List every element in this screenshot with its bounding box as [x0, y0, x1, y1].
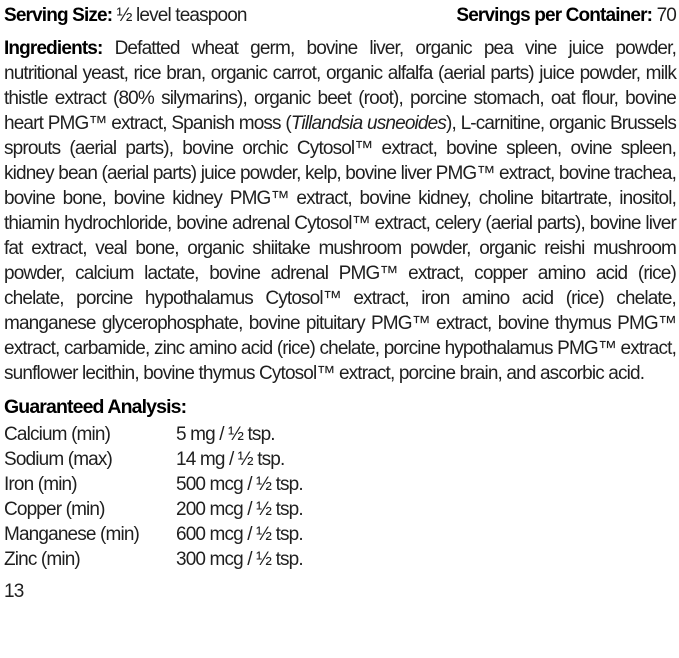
nutrient-amount: 5 mg / ½ tsp. — [176, 424, 275, 445]
serving-size-label: Serving Size: — [4, 5, 113, 26]
nutrient-amount: 600 mcg / ½ tsp. — [176, 524, 303, 545]
ingredients-text-1: Defatted wheat germ, bovine liver, organic pea vine juice powder, nutritional yeast, rice bran, organic carrot, organic alfalfa (aerial parts) juice powder, milk thistle extract (80% silymarins), organic beet (root), porcine stomach, oat flour, bovine heart PMG™ extract, Spanish moss ( — [4, 38, 676, 134]
servings-per-container — [456, 3, 676, 28]
page-number: 13 — [4, 581, 24, 602]
nutrient-name: Manganese (min) — [4, 524, 140, 545]
serving-info-row — [4, 3, 676, 28]
table-row — [4, 472, 676, 497]
guaranteed-analysis-heading: Guaranteed Analysis: — [4, 396, 187, 418]
table-row — [4, 497, 676, 522]
servings-per-container-value: 70 — [656, 5, 676, 26]
nutrient-name: Sodium (max) — [4, 449, 112, 470]
table-row — [4, 547, 676, 572]
ingredients-paragraph — [4, 36, 676, 386]
serving-size-value: ½ level teaspoon — [116, 5, 247, 26]
guaranteed-analysis-table — [4, 422, 676, 572]
ingredients-label: Ingredients: — [4, 38, 103, 59]
serving-size — [4, 3, 247, 28]
ingredients-text-2: ), L-carnitine, organic Brussels sprouts (aerial parts), bovine orchic Cytosol™ extract, bovine spleen, ovine spleen, kidney bean (aerial parts) juice powder, kelp, bovine liver PMG™ extract, bovine trachea, bovine bone, bovine kidney PMG™ extract, bovine kidney, choline bitartrate, inositol, thiamin hydrochloride, bovine adrenal Cytosol™ extract, celery (aerial parts), bovine liver fat extract, veal bone, organic shiitake mushroom powder, organic reishi mushroom powder, calcium lactate, bovine adrenal PMG™ extract, copper amino acid (rice) chelate, porcine hypothalamus Cytosol™ extract, iron amino acid (rice) chelate, manganese glycerophosphate, bovine pituitary PMG™ extract, bovine thymus PMG™ extract, carbamide, zinc amino acid (rice) chelate, porcine hypothalamus PMG™ extract, sunflower lecithin, bovine thymus Cytosol™ extract, porcine brain, and ascorbic acid. — [4, 113, 676, 384]
table-row — [4, 522, 676, 547]
nutrient-name: Copper (min) — [4, 499, 105, 520]
nutrient-name: Zinc (min) — [4, 549, 80, 570]
nutrient-amount: 200 mcg / ½ tsp. — [176, 499, 303, 520]
table-row — [4, 422, 676, 447]
servings-per-container-label: Servings per Container: — [456, 5, 653, 26]
nutrient-amount: 300 mcg / ½ tsp. — [176, 549, 303, 570]
nutrient-amount: 500 mcg / ½ tsp. — [176, 474, 303, 495]
ingredients-latin-name: Tillandsia usneoides — [290, 113, 446, 134]
nutrient-name: Calcium (min) — [4, 424, 111, 445]
nutrient-name: Iron (min) — [4, 474, 77, 495]
nutrient-amount: 14 mg / ½ tsp. — [176, 449, 285, 470]
table-row — [4, 447, 676, 472]
